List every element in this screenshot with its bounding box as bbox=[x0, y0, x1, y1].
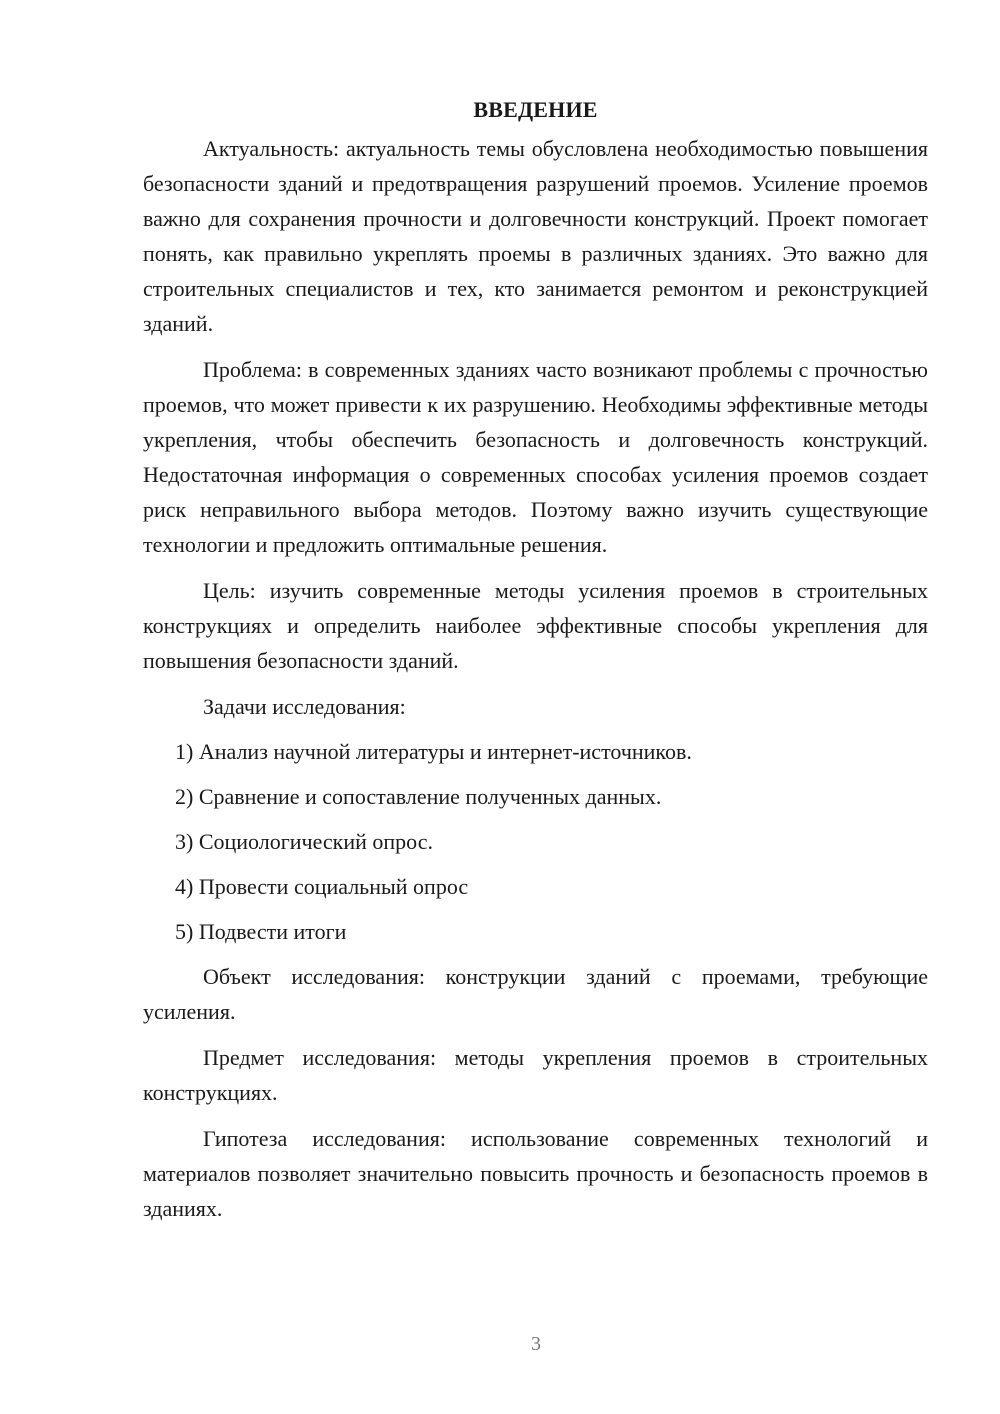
page-title: ВВЕДЕНИЕ bbox=[473, 97, 598, 122]
task-list bbox=[143, 734, 928, 949]
problem-paragraph: Проблема: в современных зданиях часто возникают проблемы с прочностью проемов, что может привести к их разрушению. Необходимы эффективные методы укрепления, чтобы обеспечить безопасность и долговечность конструкций. Недостаточная информация о современных способах усиления проемов создает риск неправильного выбора методов. Поэтому важно изучить существующие технологии и предложить оптимальные решения. bbox=[143, 357, 928, 557]
task-item: 4) Провести социальный опрос bbox=[175, 874, 469, 899]
object-paragraph: Объект исследования: конструкции зданий с проемами, требующие усиления. bbox=[143, 964, 928, 1024]
tasks-heading: Задачи исследования: bbox=[203, 694, 406, 719]
relevance-paragraph: Актуальность: актуальность темы обусловлена необходимостью повышения безопасности зданий и предотвращения разрушений проемов. Усиление проемов важно для сохранения прочности и долговечности конструкций. Проект помогает понять, как правильно укреплять проемы в различных зданиях. Это важно для строительных специалистов и тех, кто занимается ремонтом и реконструкцией зданий. bbox=[143, 136, 928, 336]
goal-paragraph: Цель: изучить современные методы усиления проемов в строительных конструкциях и определить наиболее эффективные способы укрепления для повышения безопасности зданий. bbox=[143, 578, 928, 673]
task-item: 5) Подвести итоги bbox=[175, 919, 347, 944]
subject-paragraph: Предмет исследования: методы укрепления проемов в строительных конструкциях. bbox=[143, 1045, 928, 1105]
task-item: 1) Анализ научной литературы и интернет-источников. bbox=[175, 739, 692, 764]
page-number: 3 bbox=[531, 1333, 541, 1355]
task-item: 3) Социологический опрос. bbox=[175, 829, 433, 854]
task-item: 2) Сравнение и сопоставление полученных данных. bbox=[175, 784, 662, 809]
hypothesis-paragraph: Гипотеза исследования: использование современных технологий и материалов позволяет значительно повысить прочность и безопасность проемов в зданиях. bbox=[143, 1126, 928, 1221]
document-page bbox=[143, 92, 928, 1237]
